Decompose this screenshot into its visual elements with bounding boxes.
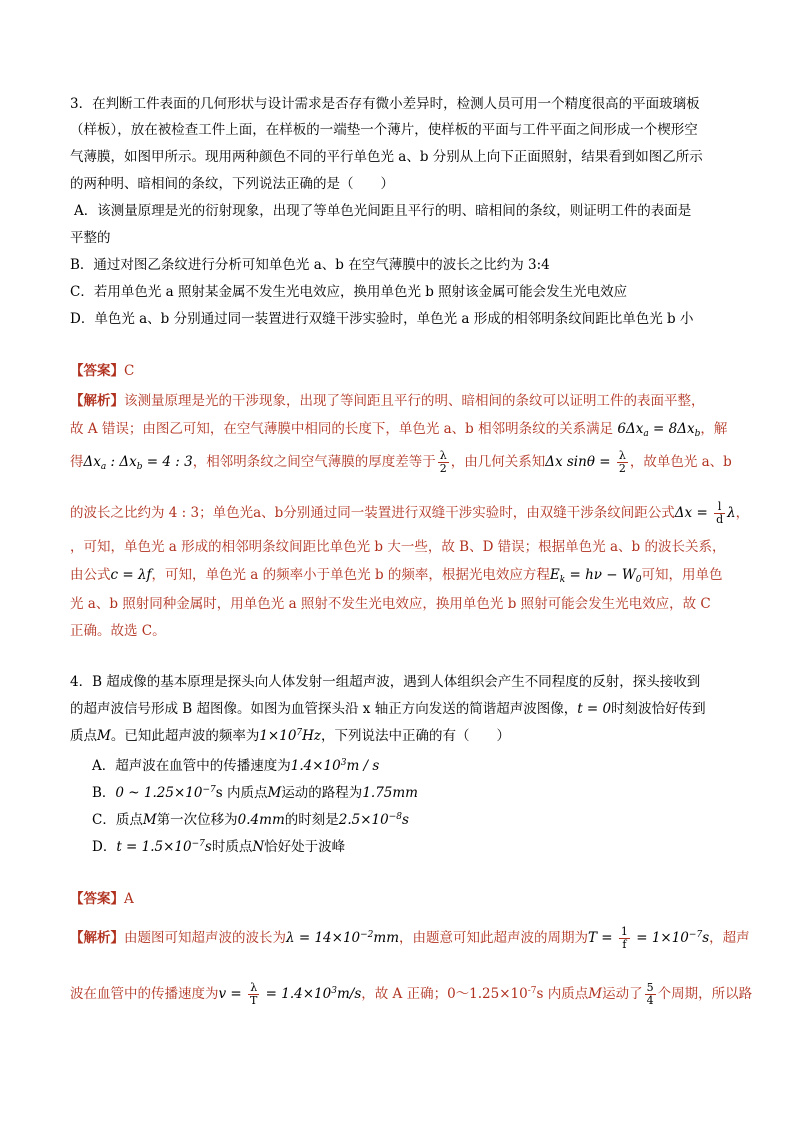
analysis-text: 该测量原理是光的干涉现象，出现了等间距且平行的明、暗相间的条纹可以证明工件的表面平整，	[124, 393, 705, 409]
formula: Δx sinθ =	[545, 454, 615, 470]
q4-option-b: B．0 ~ $1.25\times 10^{-7}s$ 内质点M运动的路程为1.75mm	[92, 785, 418, 801]
analysis-text: ，	[735, 505, 750, 521]
q4-stem-line-1: 4．B 超成像的基本原理是探头向人体发射一组超声波，遇到人体组织会产生不同程度的反射，探头接收到	[70, 674, 701, 690]
q4-answer	[70, 889, 730, 909]
formula: λ	[727, 505, 736, 521]
analysis-text: ，可知，单色光 a 的频率小于单色光 b 的频率，根据光电效应方程	[151, 567, 550, 583]
analysis-text: ，解	[700, 421, 728, 437]
answer-label: 【答案】	[70, 363, 124, 379]
q3-option-c: C．若用单色光 a 照射某金属不发生光电效应，换用单色光 b 照射该金属可能会发生光电效应	[70, 284, 628, 300]
formula: $6\Delta x_a = 8\Delta x_b$	[617, 421, 701, 439]
q4-option-d: D．$t = 1.5\times 10^{-7}s$时质点N恰好处于波峰	[92, 839, 346, 855]
q3-stem-line-1: 3．在判断工件表面的几何形状与设计需求是否存有微小差异时，检测人员可用一个精度很高的平面玻璃板	[70, 96, 700, 112]
stem-text: ，下列说法中正确的有（ ）	[321, 728, 511, 744]
analysis-text: ，由几何关系知	[450, 454, 546, 470]
q3-analysis-line-8: 正确。故选 C。	[70, 623, 166, 639]
stem-text: 质点	[70, 728, 97, 744]
fraction: $\frac{\lambda}{2}$	[618, 449, 626, 475]
q4-analysis-line-1: 【解析】由题图可知超声波的波长为$\lambda = 14\times 10^{-2}mm$，由题意可知此超声波的周期为T = $\frac{1}{f}$ = $1\times 10^{-7}s$，超声	[70, 925, 750, 951]
q3-stem-line-3: 气薄膜，如图甲所示。现用两种颜色不同的平行单色光 a、b 分别从上向下正面照射，结果看到如图乙所示	[70, 149, 703, 165]
stem-text: 的超声波信号形成 B 超图像。如图为血管探头沿 x 轴正方向发送的简谐超声波图像，	[70, 701, 578, 717]
analysis-text: 的波长之比约为 4 : 3；单色光a、b分别通过同一装置进行双缝干涉实验时，由双缝干涉条纹间距公式	[70, 505, 675, 521]
q3-stem-line-2: （样板），放在被检查工件上面，在样板的一端垫一个薄片，使样板的平面与工件平面之间形成一个楔形空	[70, 122, 698, 138]
fraction: $\frac{l}{d}$	[716, 500, 724, 526]
formula: c = λf	[110, 567, 152, 583]
fraction: $\frac{\lambda}{2}$	[439, 449, 447, 475]
formula: Δx =	[674, 505, 713, 521]
q4-option-c: C．质点M第一次位移为0.4mm的时刻是$2.5\times 10^{-8}s$	[92, 812, 409, 828]
analysis-text: 得	[70, 454, 84, 470]
q4-stem-line-3	[70, 726, 730, 746]
fraction: $\frac{5}{4}$	[646, 981, 654, 1007]
q3-option-a-cont: 平整的	[70, 230, 111, 246]
q3-analysis-line-5: ，可知，单色光 a 形成的相邻明条纹间距比单色光 b 大一些，故 B、D 错误；根据单色光 a、b 的波长关系，	[70, 539, 726, 555]
answer-label: 【答案】	[70, 891, 124, 907]
formula: $1\times 10^7Hz$	[259, 728, 322, 744]
q3-option-d: D．单色光 a、b 分别通过同一装置进行双缝干涉实验时，单色光 a 形成的相邻明条纹间距比单色光 b 小	[70, 311, 694, 327]
q3-analysis-line-7: 光 a、b 照射同种金属时，用单色光 a 照射不发生光电效应，换用单色光 b 照射可能会发生光电效应，故 C	[70, 596, 711, 612]
q4-option-a: A．超声波在血管中的传播速度为$1.4\times 10^3m / s$	[92, 758, 380, 774]
analysis-label: 【解析】	[70, 930, 124, 946]
fraction: $\frac{\lambda}{T}$	[250, 981, 258, 1007]
q4-stem-line-2	[70, 699, 730, 719]
answer-value: A	[124, 891, 134, 907]
formula: $E_k = h\nu - W_0$	[549, 567, 642, 585]
q3-analysis-line-4	[70, 500, 750, 526]
formula: M	[97, 728, 111, 744]
q4-analysis-line-2: 波在血管中的传播速度为v = $\frac{\lambda}{T}$ = $1.4\times 10^3m/s$，故 A 正确；$0\sim 1.25\times 10^{-7}s$ 内质点M运动了 $\frac{5}{4}$ 个周期，所以路	[70, 981, 753, 1007]
analysis-text: 故 A 错误；由图乙可知，在空气薄膜中相同的长度下，单色光 a、b 相邻明条纹的关系满足	[70, 421, 614, 437]
analysis-text: 可知，用单色	[641, 567, 723, 583]
q3-stem-line-4: 的两种明、暗相间的条纹，下列说法正确的是（ ）	[70, 176, 394, 192]
answer-value: C	[124, 363, 135, 379]
analysis-text: ，相邻明条纹之间空气薄膜的厚度差等于	[192, 454, 436, 470]
analysis-text: ，故单色光 a、b	[629, 454, 732, 470]
stem-text: 时刻波恰好传到	[611, 701, 706, 717]
analysis-text: 由公式	[70, 567, 111, 583]
formula: $\Delta x_a$ : $\Delta x_b = 4$ : 3	[83, 454, 193, 472]
stem-text: 。已知此超声波的频率为	[110, 728, 260, 744]
q3-option-a: A．该测量原理是光的衍射现象，出现了等单色光间距且平行的明、暗相间的条纹，则证明工件的表面是	[74, 203, 692, 219]
q3-analysis-line-6	[70, 565, 730, 585]
q3-answer	[70, 361, 730, 381]
q3-option-b: B．通过对图乙条纹进行分析可知单色光 a、b 在空气薄膜中的波长之比约为 3:4	[70, 257, 550, 273]
analysis-label: 【解析】	[70, 393, 124, 409]
q3-analysis-line-3	[70, 449, 730, 475]
q3-analysis-line-1	[70, 391, 730, 411]
fraction: $\frac{1}{f}$	[620, 925, 628, 951]
q3-analysis-line-2	[70, 419, 730, 439]
formula: t = 0	[577, 701, 612, 717]
